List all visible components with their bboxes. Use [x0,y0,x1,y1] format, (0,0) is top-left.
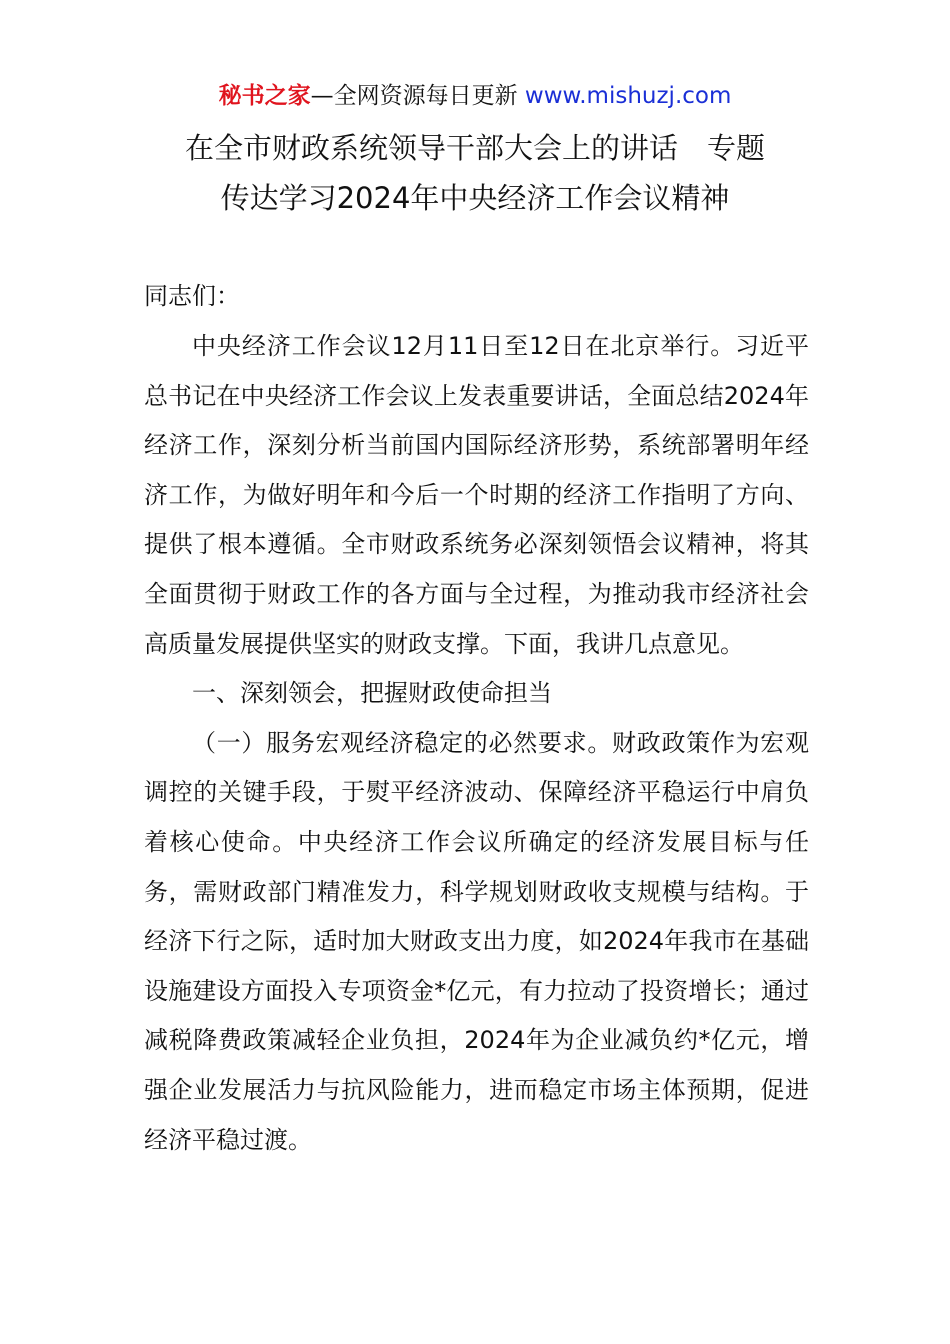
site-slogan: —全网资源每日更新 [310,83,525,109]
site-header [0,80,950,112]
section-heading-1: 一、深刻领会，把握财政使命担当 [192,679,552,708]
document-title-line-1: 在全市财政系统领导干部大会上的讲话 专题 [184,131,765,165]
site-url-link[interactable]: www.mishuzj.com [524,83,732,109]
document-title-line-2: 传达学习2024年中央经济工作会议精神 [220,181,730,215]
salutation [144,272,809,322]
paragraph-section-1-1: （一）服务宏观经济稳定的必然要求。财政政策作为宏观调控的关键手段，于熨平经济波动、保障经济平稳运行中肩负着核心使命。中央经济工作会议所确定的经济发展目标与任务，需财政部门精准发力，科学规划财政收支规模与结构。于经济下行之际，适时加大财政支出力度，如2024年我市在基础设施建设方面投入专项资金*亿元，有力拉动了投资增长；通过减税降费政策减轻企业负担，2024年为企业减负约*亿元，增强企业发展活力与抗风险能力，进而稳定市场主体预期，促进经济平稳过渡。 [144,728,809,1154]
document-body [144,322,809,1165]
site-brand: 秘书之家 [218,83,311,109]
salutation-text: 同志们： [144,282,240,310]
paragraph-intro: 中央经济工作会议12月11日至12日在北京举行。习近平总书记在中央经济工作会议上发表重要讲话，全面总结2024年经济工作，深刻分析当前国内国际经济形势，系统部署明年经济工作，为做好明年和今后一个时期的经济工作指明了方向、提供了根本遵循。全市财政系统务必深刻领悟会议精神，将其全面贯彻于财政工作的各方面与全过程，为推动我市经济社会高质量发展提供坚实的财政支撑。下面，我讲几点意见。 [144,332,809,658]
